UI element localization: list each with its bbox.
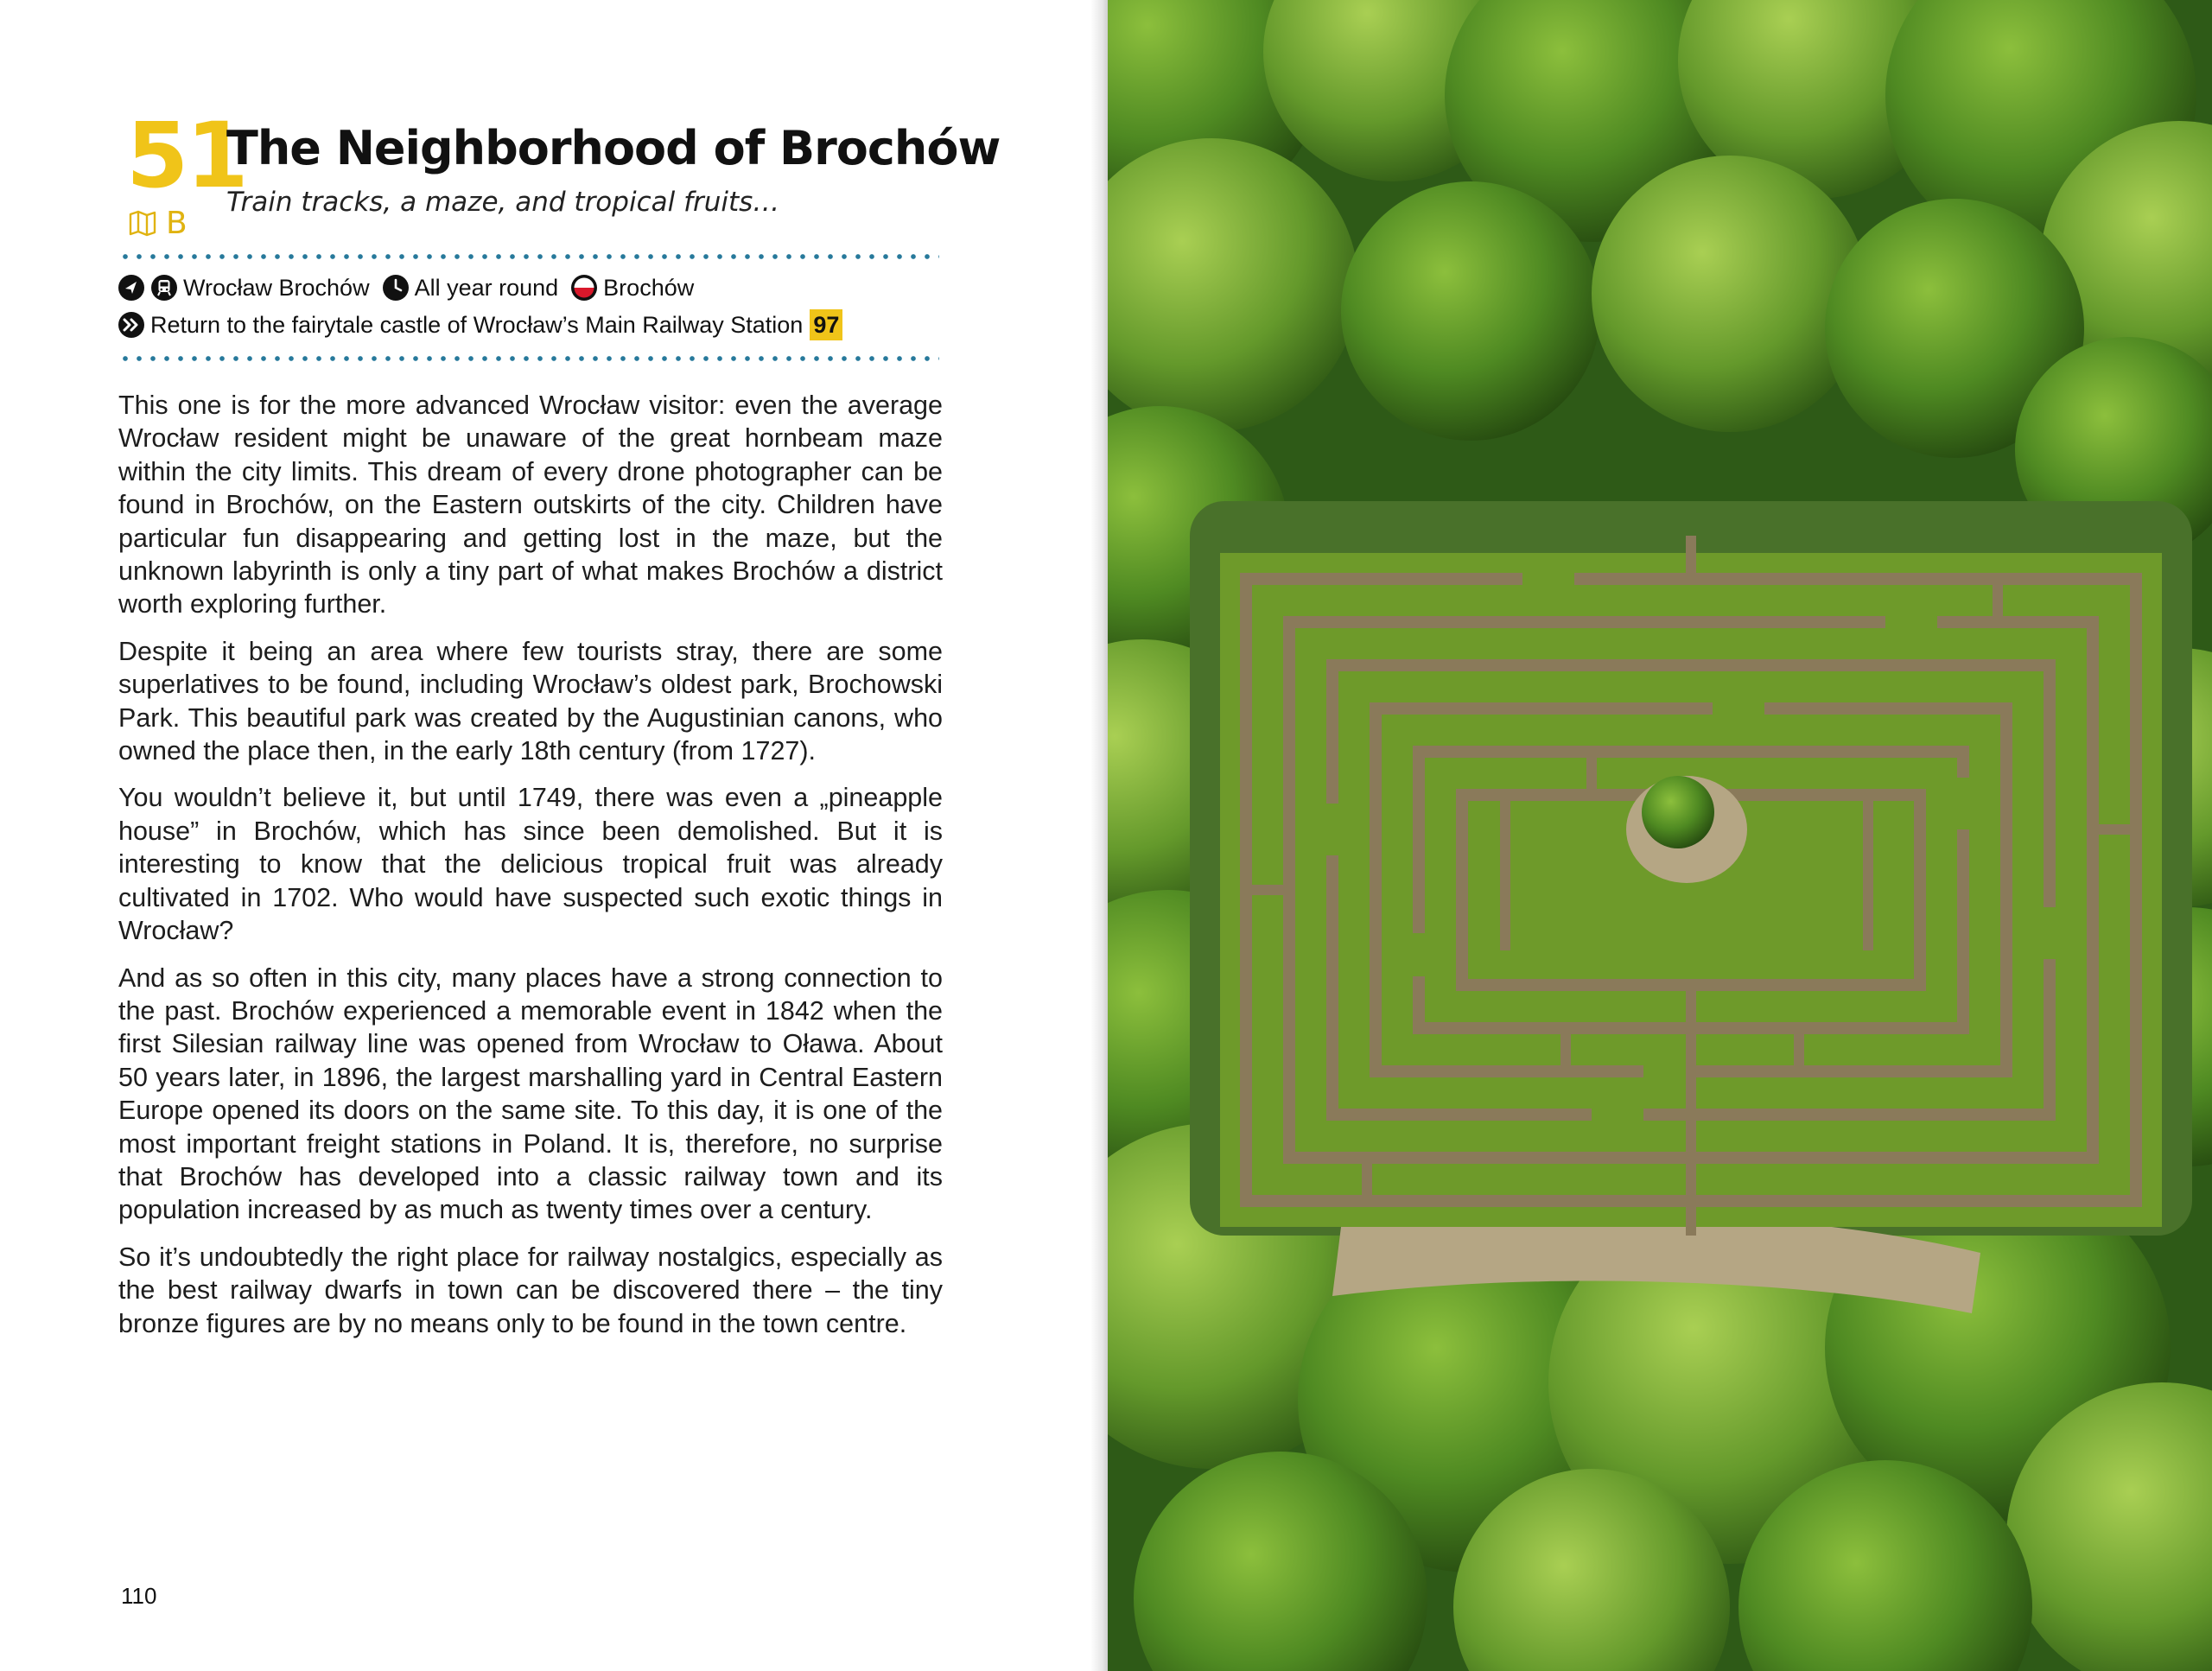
info-row-practical [118, 271, 694, 304]
entry-title: The Neighborhood of Brochów [226, 121, 1001, 175]
info-season: All year round [414, 274, 559, 301]
clock-icon [382, 274, 410, 302]
dotted-divider-top [118, 254, 939, 259]
train-icon [150, 274, 178, 302]
info-stop: Wrocław Brochów [183, 274, 370, 301]
book-gutter [1090, 0, 1108, 1671]
map-icon [128, 208, 157, 238]
map-reference [128, 206, 188, 240]
cross-reference-text: Return to the fairytale castle of Wrocław’s Main Railway Station [150, 311, 804, 338]
location-pin-icon [118, 274, 145, 302]
polish-flag-icon [570, 274, 598, 302]
maze-aerial-photo [1108, 0, 2212, 1671]
paragraph: Despite it being an area where few tourists stray, there are some superlatives to be found, including Wrocław’s oldest park, Brochowski Park. This beautiful park was created by the Augustinian canons, who owned the place then, in the early 18th century (from 1727). [118, 636, 943, 766]
body-text [118, 389, 943, 1354]
info-row-cross-reference [118, 308, 842, 341]
page-number: 110 [121, 1583, 157, 1609]
info-district: Brochów [603, 274, 695, 301]
hedge-maze [1220, 536, 2162, 1236]
paragraph: And as so often in this city, many places have a strong connection to the past. Brochów experienced a memorable event in 1842 when the first Silesian railway line was opened from Wrocław to Oława. About 50 years later, in 1896, the largest marshalling yard in Central Eastern Europe opened its doors on the same site. To this day, it is one of the most important freight stations in Poland. It is, therefore, no surprise that Brochów has developed into a classic railway town and its population increased by as much as twenty times over a century. [118, 963, 943, 1225]
entry-subtitle: Train tracks, a maze, and tropical fruits… [226, 187, 780, 218]
left-page [0, 0, 1104, 1671]
double-chevron-icon [118, 311, 145, 339]
paragraph: You wouldn’t believe it, but until 1749, there was even a „pineapple house” in Brochów, which has since been demolished. But it is interesting to know that the delicious tropical fruit was already cultivated in 1702. Who would have suspected such exotic things in Wrocław? [118, 783, 943, 946]
paragraph: This one is for the more advanced Wrocław visitor: even the average Wrocław resident might be unaware of the great hornbeam maze within the city limits. This dream of every drone photographer can be found in Brochów, on the Eastern outskirts of the city. Children have particular fun disappearing and getting lost in the maze, but the unknown labyrinth is only a tiny part of what makes Brochów a district worth exploring further. [118, 391, 943, 619]
paragraph: So it’s undoubtedly the right place for railway nostalgics, especially as the best railway dwarfs in town can be discovered there – the tiny bronze figures are by no means only to be found in the town centre. [118, 1242, 943, 1338]
cross-reference-number[interactable]: 97 [810, 309, 842, 340]
dotted-divider-bottom [118, 356, 939, 361]
maze-photo-illustration [1108, 0, 2212, 1671]
map-reference-letter: B [166, 205, 188, 241]
entry-number: 51 [126, 103, 246, 208]
